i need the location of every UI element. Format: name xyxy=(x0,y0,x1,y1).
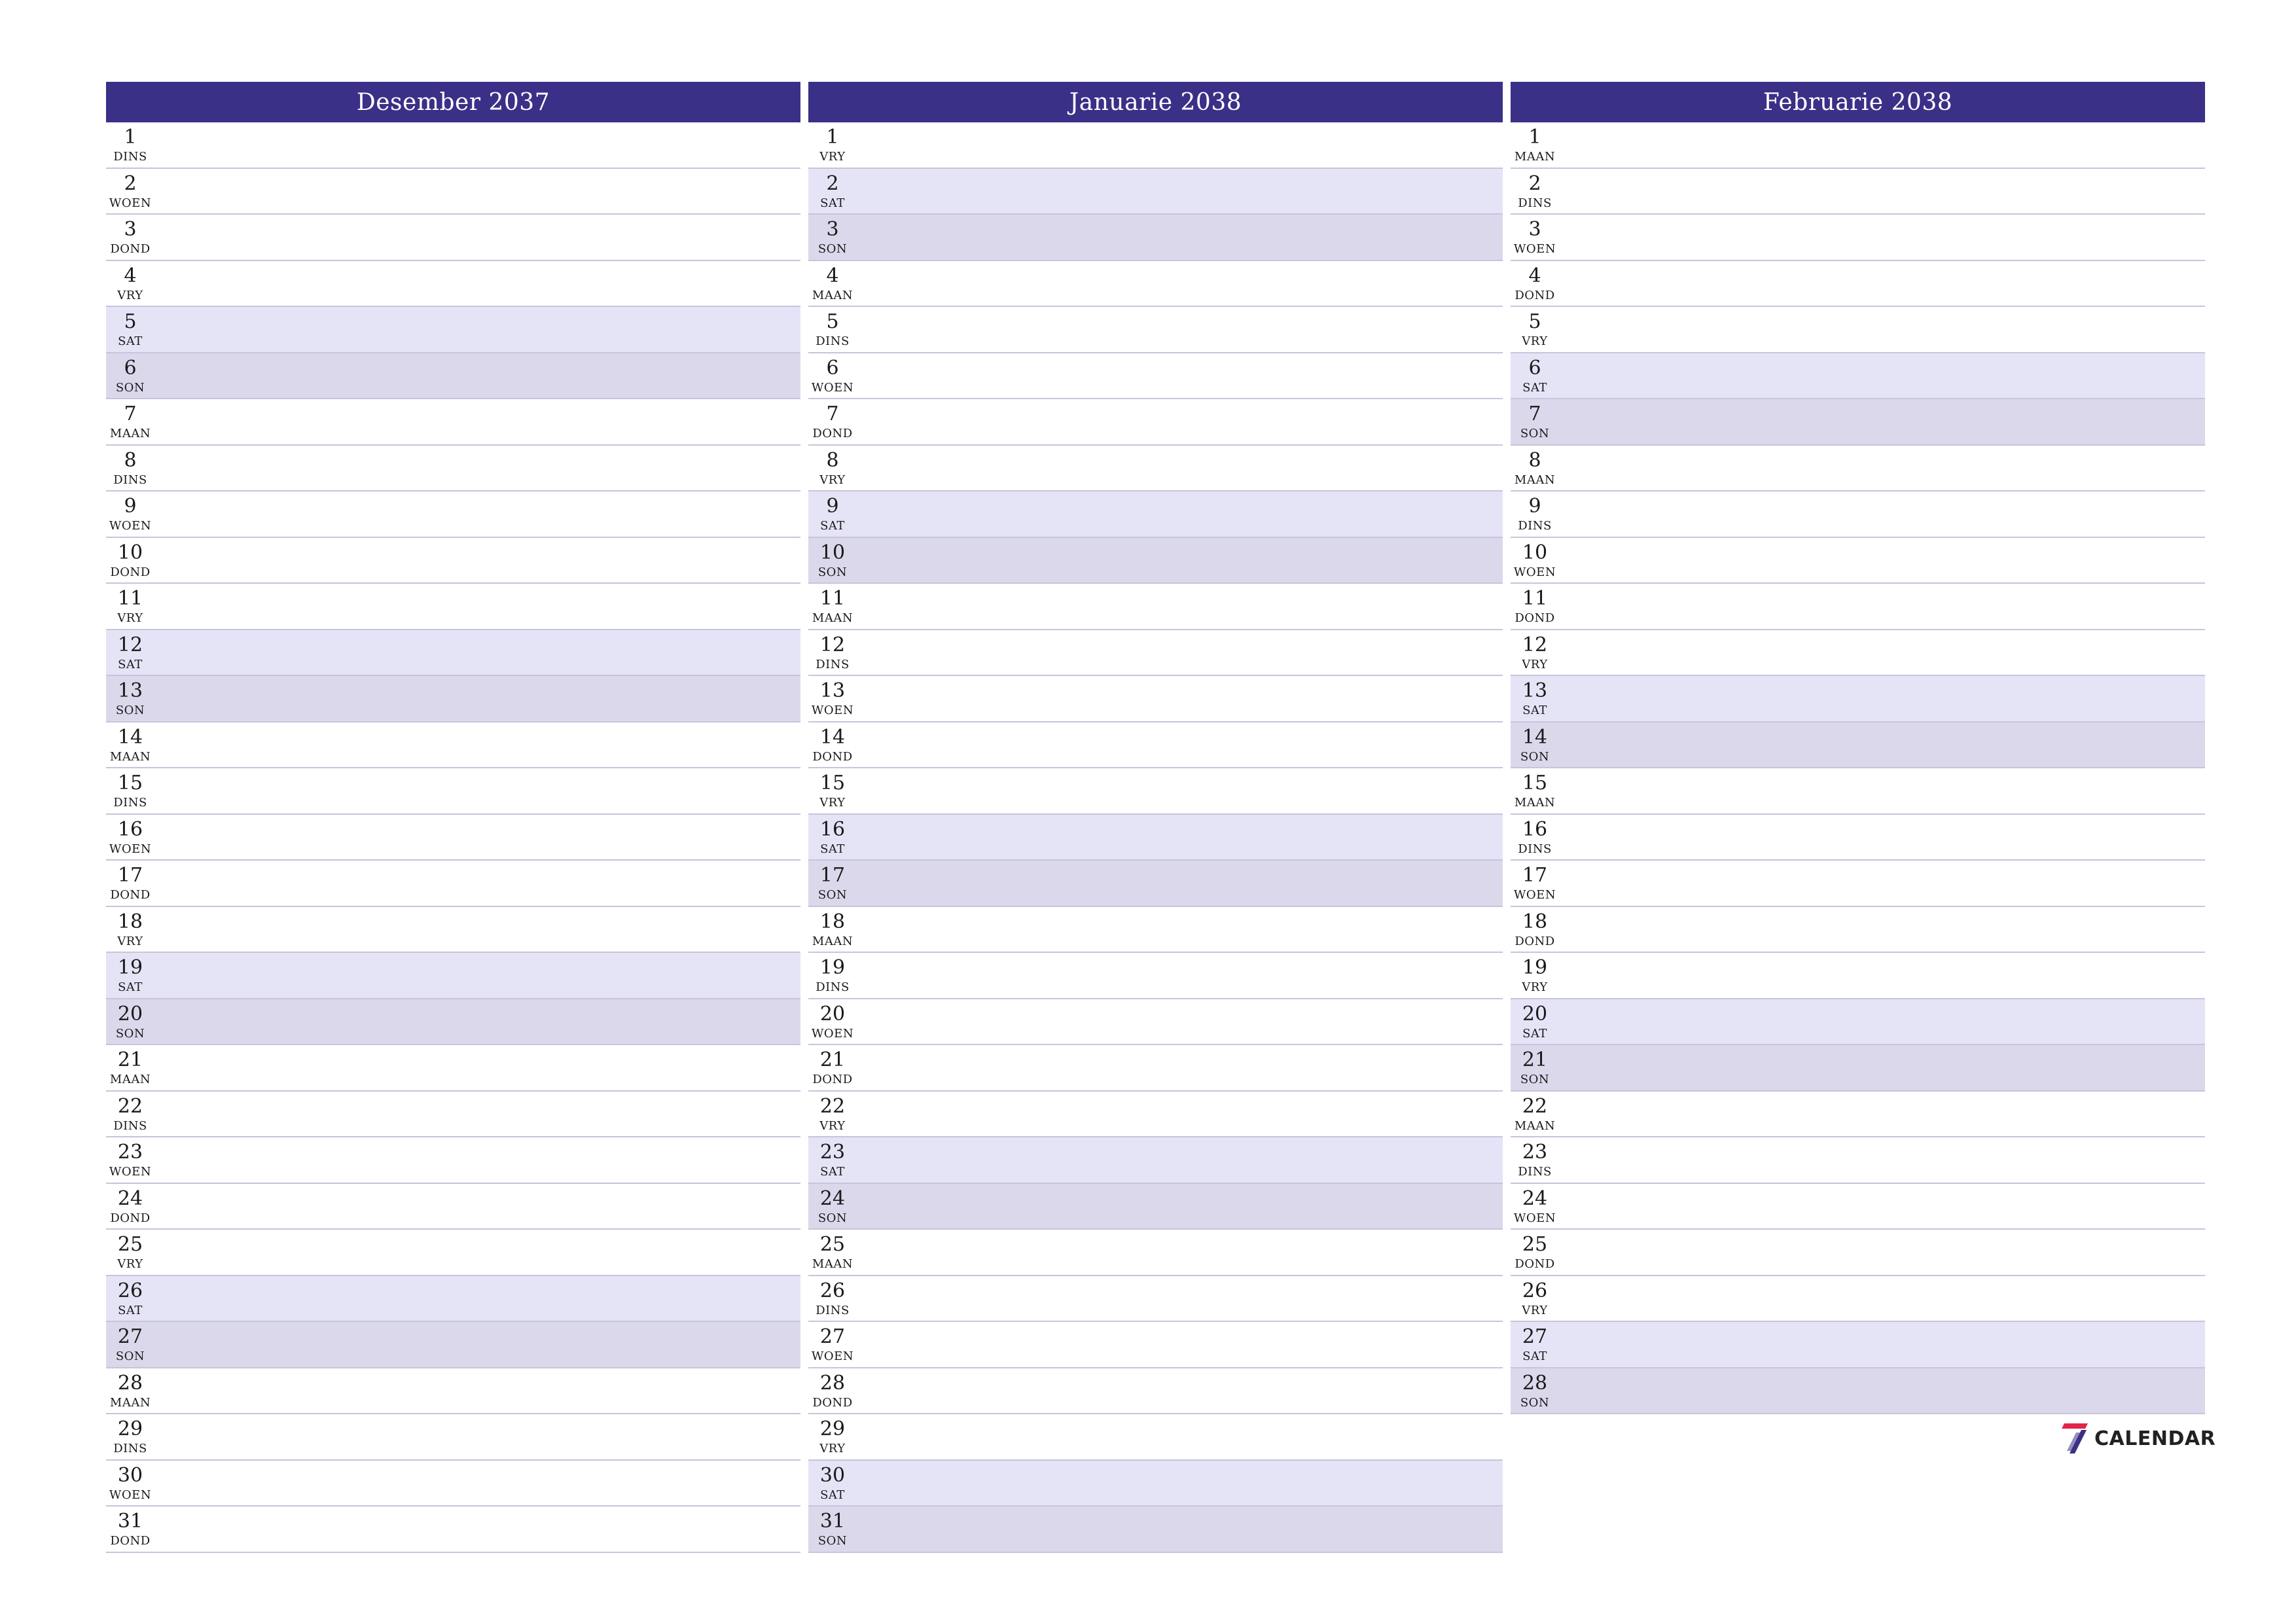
weekday-label: DINS xyxy=(113,796,147,810)
day-row xyxy=(808,491,1503,538)
day-row xyxy=(106,1092,800,1138)
day-number: 17 xyxy=(1522,864,1548,887)
day-number: 7 xyxy=(124,402,137,425)
day-row xyxy=(808,907,1503,954)
day-row xyxy=(808,1368,1503,1415)
brand-logo xyxy=(2062,1420,2215,1457)
weekday-label: SON xyxy=(115,1349,145,1363)
day-row xyxy=(1511,768,2205,815)
day-row xyxy=(808,446,1503,492)
weekday-label: SON xyxy=(115,1026,145,1041)
day-number: 26 xyxy=(819,1279,846,1302)
weekday-label: DINS xyxy=(1518,1165,1552,1179)
day-number: 18 xyxy=(117,910,143,933)
weekday-label: WOEN xyxy=(811,1349,854,1363)
weekday-label: MAAN xyxy=(109,1073,151,1086)
day-number: 15 xyxy=(1522,772,1548,794)
day-number: 25 xyxy=(1522,1233,1548,1256)
day-number: 22 xyxy=(117,1094,143,1118)
day-number: 24 xyxy=(117,1186,143,1210)
day-row xyxy=(1511,169,2205,215)
day-number: 3 xyxy=(1528,218,1541,241)
weekday-label: WOEN xyxy=(109,519,152,533)
day-row xyxy=(1511,676,2205,722)
weekday-label: VRY xyxy=(819,1442,846,1455)
day-row xyxy=(808,999,1503,1046)
day-number: 28 xyxy=(819,1371,846,1395)
day-number: 4 xyxy=(826,264,839,287)
day-row xyxy=(1511,1322,2205,1368)
weekday-label: SAT xyxy=(1522,380,1547,395)
day-number: 15 xyxy=(117,772,143,794)
weekday-label: WOEN xyxy=(811,380,854,395)
weekday-label: SON xyxy=(817,1534,848,1548)
day-row xyxy=(808,122,1503,169)
day-number: 21 xyxy=(1522,1048,1548,1071)
day-number: 25 xyxy=(819,1233,846,1256)
month-header: Januarie 2038 xyxy=(808,82,1503,122)
weekday-label: WOEN xyxy=(811,1026,854,1041)
weekday-label: MAAN xyxy=(1514,1118,1556,1133)
day-row xyxy=(106,491,800,538)
day-row xyxy=(808,768,1503,815)
month-column xyxy=(106,82,800,1553)
day-row xyxy=(808,1414,1503,1461)
weekday-label: MAAN xyxy=(109,427,151,440)
day-number: 23 xyxy=(117,1141,143,1164)
day-row xyxy=(808,676,1503,722)
day-number: 9 xyxy=(826,495,839,518)
day-number: 13 xyxy=(117,679,143,702)
day-row xyxy=(808,538,1503,584)
day-row xyxy=(808,1092,1503,1138)
day-number: 7 xyxy=(1528,402,1541,425)
day-number: 11 xyxy=(117,587,143,610)
day-number: 5 xyxy=(1528,310,1541,333)
day-number: 4 xyxy=(124,264,137,287)
day-number: 2 xyxy=(826,171,839,195)
day-number: 5 xyxy=(826,310,839,333)
weekday-label: DINS xyxy=(1518,196,1552,210)
day-row xyxy=(106,1368,800,1415)
weekday-label: MAAN xyxy=(812,288,853,302)
month-header: Februarie 2038 xyxy=(1511,82,2205,122)
day-row xyxy=(808,353,1503,400)
day-row xyxy=(106,676,800,722)
day-number: 3 xyxy=(124,218,137,241)
day-number: 15 xyxy=(819,772,846,794)
day-row xyxy=(1511,630,2205,677)
day-number: 1 xyxy=(124,126,137,149)
weekday-label: SON xyxy=(115,704,145,717)
day-number: 30 xyxy=(117,1463,143,1487)
day-number: 14 xyxy=(1522,725,1548,749)
month-header: Desember 2037 xyxy=(106,82,800,122)
month-column xyxy=(808,82,1503,1553)
weekday-label: VRY xyxy=(117,934,143,948)
day-row xyxy=(106,261,800,308)
weekday-label: DINS xyxy=(113,473,147,487)
weekday-label: MAAN xyxy=(1514,150,1556,164)
day-row xyxy=(808,861,1503,907)
day-row xyxy=(106,353,800,400)
weekday-label: VRY xyxy=(1522,334,1548,348)
weekday-label: MAAN xyxy=(812,611,853,625)
weekday-label: DOND xyxy=(812,1395,853,1410)
day-row xyxy=(1511,1045,2205,1092)
day-list xyxy=(106,122,800,1553)
day-row xyxy=(1511,953,2205,999)
day-row xyxy=(1511,907,2205,954)
weekday-label: DOND xyxy=(812,749,853,764)
day-row xyxy=(106,307,800,353)
day-row xyxy=(106,215,800,261)
day-row xyxy=(1511,1276,2205,1323)
day-number: 14 xyxy=(819,725,846,749)
day-number: 4 xyxy=(1528,264,1541,287)
day-number: 19 xyxy=(819,956,846,979)
day-row xyxy=(106,584,800,630)
day-row xyxy=(1511,538,2205,584)
day-number: 18 xyxy=(819,910,846,933)
day-row xyxy=(808,215,1503,261)
day-row xyxy=(106,815,800,861)
day-row xyxy=(808,169,1503,215)
day-row xyxy=(106,169,800,215)
day-number: 20 xyxy=(117,1002,143,1026)
day-row xyxy=(106,1414,800,1461)
day-row xyxy=(106,722,800,769)
weekday-label: MAAN xyxy=(1514,473,1556,487)
day-number: 28 xyxy=(117,1371,143,1395)
weekday-label: DINS xyxy=(113,1118,147,1133)
day-row xyxy=(808,630,1503,677)
weekday-label: SAT xyxy=(118,980,143,994)
weekday-label: WOEN xyxy=(1513,565,1556,579)
day-row xyxy=(808,815,1503,861)
weekday-label: VRY xyxy=(819,150,846,164)
day-row xyxy=(1511,215,2205,261)
weekday-label: VRY xyxy=(1522,657,1548,671)
day-number: 26 xyxy=(1522,1279,1548,1302)
day-row xyxy=(1511,353,2205,400)
day-row xyxy=(1511,861,2205,907)
day-number: 12 xyxy=(819,633,846,656)
day-number: 18 xyxy=(1522,910,1548,933)
weekday-label: DOND xyxy=(1515,1257,1555,1271)
day-number: 30 xyxy=(819,1463,846,1487)
day-number: 27 xyxy=(819,1325,846,1348)
day-row xyxy=(1511,307,2205,353)
day-row xyxy=(106,1137,800,1184)
weekday-label: DOND xyxy=(110,242,151,256)
day-number: 1 xyxy=(1528,126,1541,149)
day-number: 8 xyxy=(124,448,137,472)
weekday-label: VRY xyxy=(819,473,846,487)
day-row xyxy=(808,722,1503,769)
brand-name: CALENDAR xyxy=(2094,1427,2216,1450)
weekday-label: SAT xyxy=(118,334,143,348)
seven-logo-icon xyxy=(2062,1421,2090,1456)
day-number: 9 xyxy=(124,495,137,518)
day-number: 23 xyxy=(819,1141,846,1164)
weekday-label: VRY xyxy=(1522,980,1548,994)
day-row xyxy=(106,953,800,999)
day-row xyxy=(808,1322,1503,1368)
day-row xyxy=(1511,1184,2205,1230)
weekday-label: DOND xyxy=(1515,934,1555,948)
day-number: 22 xyxy=(819,1094,846,1118)
day-row xyxy=(106,446,800,492)
weekday-label: SAT xyxy=(1522,1349,1547,1363)
weekday-label: MAAN xyxy=(812,934,853,948)
day-row xyxy=(1511,584,2205,630)
day-row xyxy=(808,399,1503,446)
day-row xyxy=(1511,1230,2205,1276)
day-number: 14 xyxy=(117,725,143,749)
day-row xyxy=(808,1184,1503,1230)
day-number: 2 xyxy=(1528,171,1541,195)
day-row xyxy=(808,1045,1503,1092)
day-row xyxy=(106,861,800,907)
weekday-label: DOND xyxy=(110,888,151,902)
day-row xyxy=(106,1184,800,1230)
day-row xyxy=(106,122,800,169)
day-number: 17 xyxy=(117,864,143,887)
weekday-label: VRY xyxy=(1522,1303,1548,1317)
weekday-label: WOEN xyxy=(811,704,854,717)
day-row xyxy=(106,1276,800,1323)
day-row xyxy=(106,1045,800,1092)
weekday-label: WOEN xyxy=(109,1165,152,1179)
weekday-label: VRY xyxy=(117,1257,143,1271)
day-list xyxy=(1511,122,2205,1414)
day-number: 31 xyxy=(117,1510,143,1533)
day-number: 16 xyxy=(1522,817,1548,841)
day-row xyxy=(1511,261,2205,308)
weekday-label: WOEN xyxy=(1513,242,1556,256)
weekday-label: SAT xyxy=(118,657,143,671)
weekday-label: WOEN xyxy=(109,1488,152,1502)
weekday-label: MAAN xyxy=(109,1395,151,1410)
day-row xyxy=(106,1461,800,1507)
day-number: 8 xyxy=(826,448,839,472)
day-row xyxy=(808,1461,1503,1507)
day-number: 23 xyxy=(1522,1141,1548,1164)
weekday-label: SAT xyxy=(820,196,845,210)
weekday-label: DINS xyxy=(816,980,850,994)
day-number: 19 xyxy=(1522,956,1548,979)
day-number: 12 xyxy=(1522,633,1548,656)
day-number: 9 xyxy=(1528,495,1541,518)
day-number: 26 xyxy=(117,1279,143,1302)
day-row xyxy=(1511,491,2205,538)
day-number: 24 xyxy=(819,1186,846,1210)
weekday-label: MAAN xyxy=(1514,796,1556,810)
day-number: 20 xyxy=(819,1002,846,1026)
day-row xyxy=(808,307,1503,353)
weekday-label: SON xyxy=(817,1211,848,1225)
day-number: 10 xyxy=(117,541,143,564)
weekday-label: SON xyxy=(817,888,848,902)
weekday-label: DOND xyxy=(812,1073,853,1086)
weekday-label: DINS xyxy=(113,1442,147,1455)
weekday-label: VRY xyxy=(819,1118,846,1133)
weekday-label: SON xyxy=(1520,749,1550,764)
day-number: 21 xyxy=(819,1048,846,1071)
day-row xyxy=(106,907,800,954)
day-number: 12 xyxy=(117,633,143,656)
weekday-label: DINS xyxy=(1518,842,1552,856)
weekday-label: SAT xyxy=(820,519,845,533)
day-row xyxy=(808,1230,1503,1276)
weekday-label: VRY xyxy=(117,611,143,625)
day-number: 25 xyxy=(117,1233,143,1256)
day-row xyxy=(1511,1368,2205,1415)
day-row xyxy=(106,1507,800,1553)
day-number: 24 xyxy=(1522,1186,1548,1210)
day-row xyxy=(1511,122,2205,169)
weekday-label: MAAN xyxy=(812,1257,853,1271)
day-number: 19 xyxy=(117,956,143,979)
day-number: 20 xyxy=(1522,1002,1548,1026)
weekday-label: DOND xyxy=(110,1211,151,1225)
day-row xyxy=(1511,399,2205,446)
weekday-label: DOND xyxy=(1515,288,1555,302)
day-number: 10 xyxy=(1522,541,1548,564)
day-row xyxy=(1511,1137,2205,1184)
weekday-label: SON xyxy=(1520,1395,1550,1410)
weekday-label: VRY xyxy=(819,796,846,810)
day-number: 6 xyxy=(1528,356,1541,380)
day-row xyxy=(808,584,1503,630)
day-number: 17 xyxy=(819,864,846,887)
day-row xyxy=(106,999,800,1046)
day-row xyxy=(808,1276,1503,1323)
day-number: 31 xyxy=(819,1510,846,1533)
day-number: 10 xyxy=(819,541,846,564)
weekday-label: SAT xyxy=(118,1303,143,1317)
day-row xyxy=(808,1507,1503,1553)
weekday-label: MAAN xyxy=(109,749,151,764)
day-number: 11 xyxy=(1522,587,1548,610)
day-row xyxy=(106,538,800,584)
day-row xyxy=(1511,999,2205,1046)
day-number: 27 xyxy=(1522,1325,1548,1348)
weekday-label: DOND xyxy=(110,1534,151,1548)
weekday-label: SON xyxy=(115,380,145,395)
day-number: 29 xyxy=(117,1418,143,1440)
day-row xyxy=(106,1322,800,1368)
day-row xyxy=(1511,722,2205,769)
weekday-label: WOEN xyxy=(1513,1211,1556,1225)
weekday-label: SON xyxy=(1520,427,1550,440)
day-number: 21 xyxy=(117,1048,143,1071)
weekday-label: SAT xyxy=(820,1165,845,1179)
weekday-label: WOEN xyxy=(109,196,152,210)
day-row xyxy=(106,630,800,677)
day-number: 2 xyxy=(124,171,137,195)
weekday-label: DINS xyxy=(1518,519,1552,533)
day-row xyxy=(106,1230,800,1276)
day-number: 13 xyxy=(1522,679,1548,702)
weekday-label: SON xyxy=(817,242,848,256)
weekday-label: DINS xyxy=(113,150,147,164)
day-number: 27 xyxy=(117,1325,143,1348)
weekday-label: SAT xyxy=(820,842,845,856)
day-number: 3 xyxy=(826,218,839,241)
day-row xyxy=(106,399,800,446)
day-number: 29 xyxy=(819,1418,846,1440)
weekday-label: SAT xyxy=(1522,704,1547,717)
day-number: 7 xyxy=(826,402,839,425)
weekday-label: DINS xyxy=(816,1303,850,1317)
day-list xyxy=(808,122,1503,1553)
day-row xyxy=(808,261,1503,308)
day-number: 22 xyxy=(1522,1094,1548,1118)
day-number: 16 xyxy=(819,817,846,841)
day-number: 8 xyxy=(1528,448,1541,472)
weekday-label: WOEN xyxy=(109,842,152,856)
weekday-label: DOND xyxy=(812,427,853,440)
day-number: 1 xyxy=(826,126,839,149)
weekday-label: DOND xyxy=(1515,611,1555,625)
month-column xyxy=(1511,82,2205,1414)
day-number: 6 xyxy=(124,356,137,380)
day-number: 28 xyxy=(1522,1371,1548,1395)
day-number: 6 xyxy=(826,356,839,380)
weekday-label: DINS xyxy=(816,334,850,348)
day-number: 13 xyxy=(819,679,846,702)
day-row xyxy=(808,1137,1503,1184)
weekday-label: WOEN xyxy=(1513,888,1556,902)
weekday-label: SON xyxy=(817,565,848,579)
weekday-label: SON xyxy=(1520,1073,1550,1086)
day-number: 16 xyxy=(117,817,143,841)
day-row xyxy=(1511,446,2205,492)
weekday-label: SAT xyxy=(1522,1026,1547,1041)
weekday-label: VRY xyxy=(117,288,143,302)
weekday-label: DINS xyxy=(816,657,850,671)
day-number: 5 xyxy=(124,310,137,333)
weekday-label: DOND xyxy=(110,565,151,579)
day-row xyxy=(808,953,1503,999)
day-row xyxy=(1511,1092,2205,1138)
day-number: 11 xyxy=(819,587,846,610)
day-row xyxy=(106,768,800,815)
weekday-label: SAT xyxy=(820,1488,845,1502)
day-row xyxy=(1511,815,2205,861)
